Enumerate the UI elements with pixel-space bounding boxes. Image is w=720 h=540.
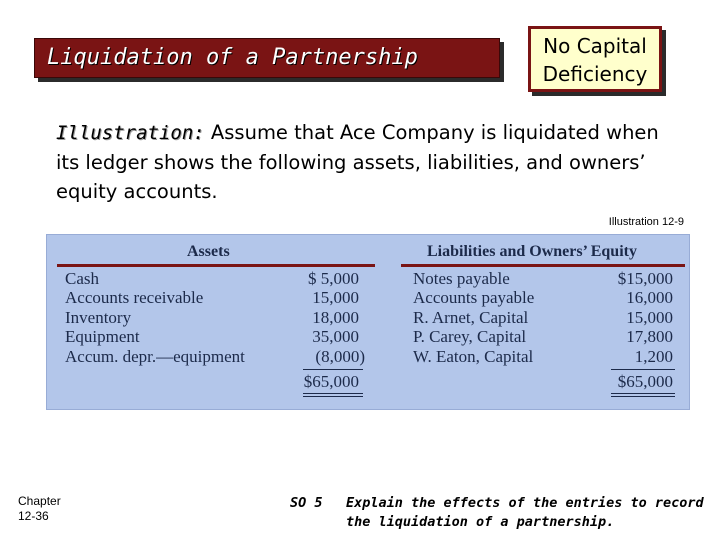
slide-title: Liquidation of a Partnership xyxy=(47,45,418,70)
chapter-label xyxy=(18,494,61,524)
badge-line-2: Deficiency xyxy=(542,62,648,86)
no-capital-deficiency-badge xyxy=(528,26,662,92)
asset-row-value: 18,000 xyxy=(312,308,359,327)
liability-row-label: P. Carey, Capital xyxy=(413,327,527,346)
asset-row-label: Cash xyxy=(65,269,99,288)
liabilities-total-rule-2 xyxy=(611,396,675,397)
asset-row-value: 15,000 xyxy=(312,288,359,307)
liability-row-value: $15,000 xyxy=(617,269,673,288)
illustration-label: Illustration: xyxy=(56,122,205,144)
asset-row-value: $ 5,000 xyxy=(308,269,359,288)
asset-row-label: Inventory xyxy=(65,308,132,327)
liabilities-total-rule-1 xyxy=(611,393,675,394)
badge-line-1: No Capital xyxy=(543,34,647,58)
assets-total-rule-1 xyxy=(303,393,363,394)
chapter-line-1: Chapter xyxy=(18,494,61,508)
chapter-line-2: 12-36 xyxy=(18,509,49,523)
illustration-line-2: its ledger shows the following assets, liabilities, and owners’ xyxy=(56,151,646,174)
assets-header-rule xyxy=(57,264,375,267)
liabilities-sum-rule xyxy=(611,369,675,370)
liability-row-value: 17,800 xyxy=(626,327,673,346)
illustration-paragraph xyxy=(56,118,696,206)
liability-row-value: 1,200 xyxy=(634,347,673,366)
illustration-line-1 xyxy=(56,118,696,148)
liabilities-total: $65,000 xyxy=(617,372,673,391)
asset-row-value: (8,000) xyxy=(315,347,365,366)
liability-row-label: W. Eaton, Capital xyxy=(413,347,534,366)
assets-total-rule-2 xyxy=(303,396,363,397)
liabilities-header-rule xyxy=(401,264,685,267)
illustration-reference: Illustration 12-9 xyxy=(608,216,684,228)
asset-row-label: Accum. depr.—equipment xyxy=(65,347,245,366)
ledger-table xyxy=(46,234,690,410)
study-objective-text: Explain the effects of the entries to record the liquidation of a partnership. xyxy=(346,495,704,530)
liability-row-value: 16,000 xyxy=(626,288,673,307)
assets-header: Assets xyxy=(187,243,230,260)
liability-row-value: 15,000 xyxy=(626,308,673,327)
liability-row-label: R. Arnet, Capital xyxy=(413,308,529,327)
liability-row-label: Accounts payable xyxy=(413,288,535,307)
liability-row-label: Notes payable xyxy=(413,269,510,288)
asset-row-label: Equipment xyxy=(65,327,140,346)
illustration-text-1: Assume that Ace Company is liquidated when xyxy=(210,121,659,144)
asset-row-value: 35,000 xyxy=(312,327,359,346)
slide-title-bar xyxy=(34,38,500,78)
study-objective-key: SO 5 xyxy=(290,495,323,511)
assets-total: $65,000 xyxy=(303,372,359,391)
assets-sum-rule xyxy=(303,369,363,370)
liabilities-header: Liabilities and Owners’ Equity xyxy=(427,243,637,260)
illustration-line-3: equity accounts. xyxy=(56,180,218,203)
asset-row-label: Accounts receivable xyxy=(65,288,204,307)
